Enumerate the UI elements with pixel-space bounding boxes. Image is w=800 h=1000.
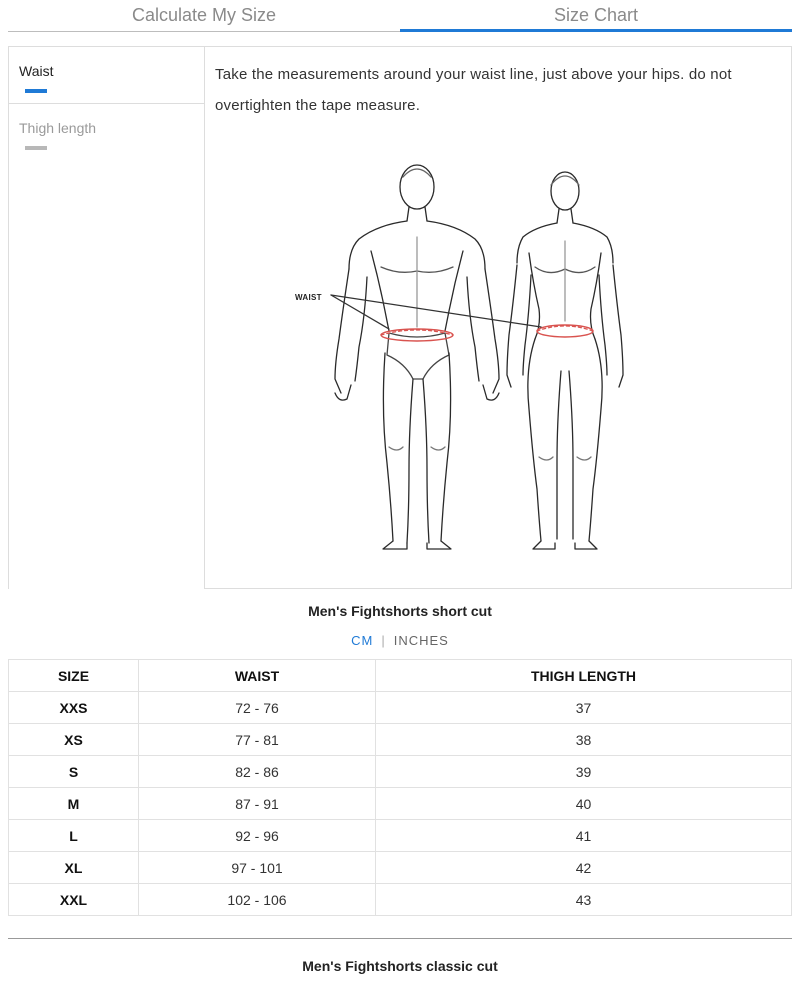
measurement-item-label: Thigh length: [19, 120, 97, 136]
female-figure-drawing: [507, 172, 623, 549]
measurement-item-waist[interactable]: [9, 46, 205, 104]
tab-size-chart[interactable]: Size Chart: [400, 0, 792, 32]
table-row: [9, 724, 792, 756]
waist-figure-label: WAIST: [295, 293, 322, 302]
section-divider: [8, 938, 792, 939]
unit-inches-button[interactable]: INCHES: [393, 633, 449, 648]
table-header-row: [9, 660, 792, 692]
waist-cell: 72 - 76: [139, 692, 376, 724]
thigh-length-cell: 40: [376, 788, 792, 820]
waist-cell: 97 - 101: [139, 852, 376, 884]
size-cell: M: [9, 788, 139, 820]
waist-cell: 102 - 106: [139, 884, 376, 916]
column-header-waist: WAIST: [139, 660, 376, 692]
tab-calculate-my-size[interactable]: Calculate My Size: [8, 0, 400, 32]
measurement-content: [204, 46, 792, 589]
thigh-length-cell: 43: [376, 884, 792, 916]
size-cell: XL: [9, 852, 139, 884]
table-row: [9, 756, 792, 788]
male-figure-drawing: [335, 165, 499, 549]
size-tabs: [8, 0, 792, 32]
column-header-thigh-length: THIGH LENGTH: [376, 660, 792, 692]
measurement-panel: [8, 46, 792, 589]
size-cell: XXS: [9, 692, 139, 724]
thigh-length-cell: 38: [376, 724, 792, 756]
inactive-indicator: [25, 146, 47, 150]
body-measurement-illustration: [285, 157, 625, 557]
measurement-item-label: Waist: [19, 63, 54, 79]
unit-separator: |: [381, 633, 386, 648]
active-indicator: [25, 89, 47, 93]
size-cell: S: [9, 756, 139, 788]
measurement-nav: [8, 46, 204, 589]
unit-switcher: [0, 633, 800, 648]
thigh-length-cell: 41: [376, 820, 792, 852]
table-row: [9, 852, 792, 884]
size-cell: XXL: [9, 884, 139, 916]
table-row: [9, 884, 792, 916]
waist-cell: 77 - 81: [139, 724, 376, 756]
measurement-description: Take the measurements around your waist line, just above your hips. do not overtighten the tape measure.: [215, 66, 732, 114]
waist-cell: 87 - 91: [139, 788, 376, 820]
table-row: [9, 820, 792, 852]
size-chart-table: [8, 659, 792, 916]
table-row: [9, 692, 792, 724]
measurement-item-thigh-length[interactable]: [9, 104, 205, 162]
size-chart-title-classic: Men's Fightshorts classic cut: [302, 958, 498, 974]
table-row: [9, 788, 792, 820]
thigh-length-cell: 39: [376, 756, 792, 788]
size-cell: XS: [9, 724, 139, 756]
waist-cell: 82 - 86: [139, 756, 376, 788]
waist-cell: 92 - 96: [139, 820, 376, 852]
size-chart-title: Men's Fightshorts short cut: [308, 603, 492, 619]
column-header-size: SIZE: [9, 660, 139, 692]
size-cell: L: [9, 820, 139, 852]
thigh-length-cell: 42: [376, 852, 792, 884]
thigh-length-cell: 37: [376, 692, 792, 724]
unit-cm-button[interactable]: CM: [351, 633, 374, 648]
